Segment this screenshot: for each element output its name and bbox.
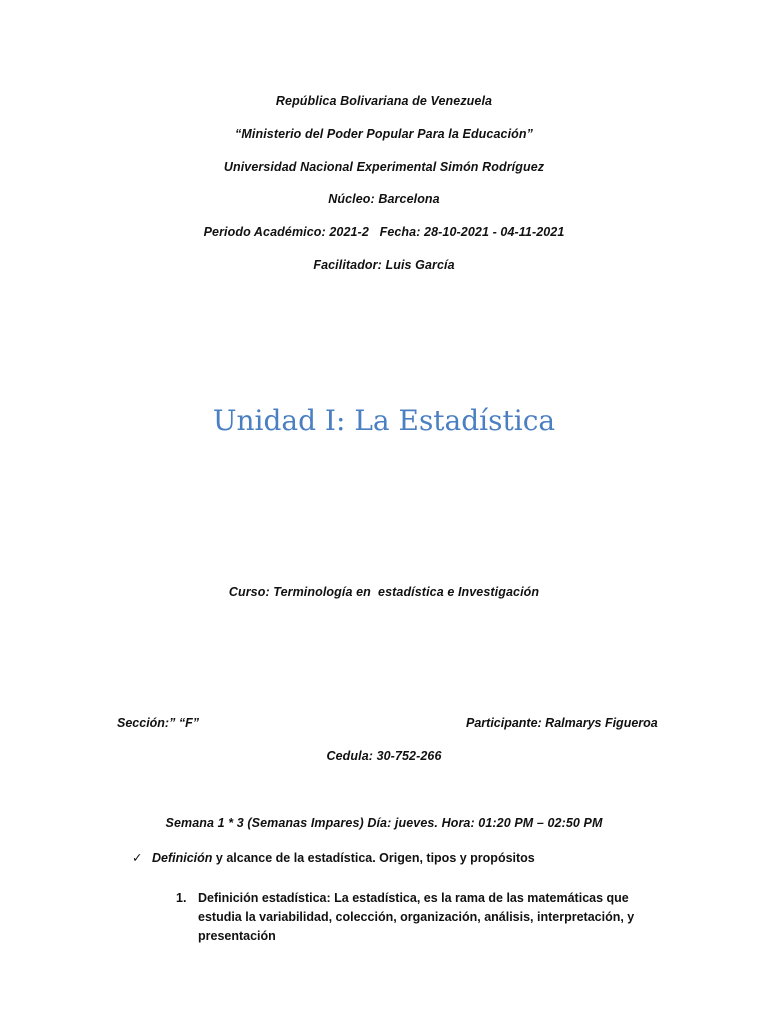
header-university: Universidad Nacional Experimental Simón Rodríguez <box>223 160 545 174</box>
numbered-list-item <box>176 889 666 946</box>
participant-label: Participante: Ralmarys Figueroa <box>466 716 658 730</box>
bullet-item <box>132 850 535 865</box>
schedule-line: Semana 1 * 3 (Semanas Impares) Día: jueves. Hora: 01:20 PM – 02:50 PM <box>165 816 603 830</box>
page-title: Unidad I: La Estadística <box>212 404 556 437</box>
cedula-label: Cedula: 30-752-266 <box>326 749 442 763</box>
list-number: 1. <box>176 891 187 905</box>
list-text: Definición estadística: La estadística, es la rama de las matemáticas que estudia la variabilidad, colección, organización, análisis, interpretación, y presentación <box>198 891 635 943</box>
header-campus: Núcleo: Barcelona <box>328 192 440 206</box>
course-line: Curso: Terminología en estadística e Investigación <box>228 585 540 599</box>
header-ministry: “Ministerio del Poder Popular Para la Educación” <box>235 127 533 141</box>
header-country: República Bolivariana de Venezuela <box>275 94 493 108</box>
header-facilitator: Facilitador: Luis García <box>313 258 455 272</box>
checkmark-icon: ✓ <box>132 851 143 865</box>
header-period: Periodo Académico: 2021-2 Fecha: 28-10-2021 - 04-11-2021 <box>203 225 565 239</box>
section-label: Sección:” “F” <box>117 716 199 730</box>
bullet-text: y alcance de la estadística. Origen, tipos y propósitos <box>212 851 535 865</box>
bullet-italic-text: Definición <box>152 851 213 865</box>
